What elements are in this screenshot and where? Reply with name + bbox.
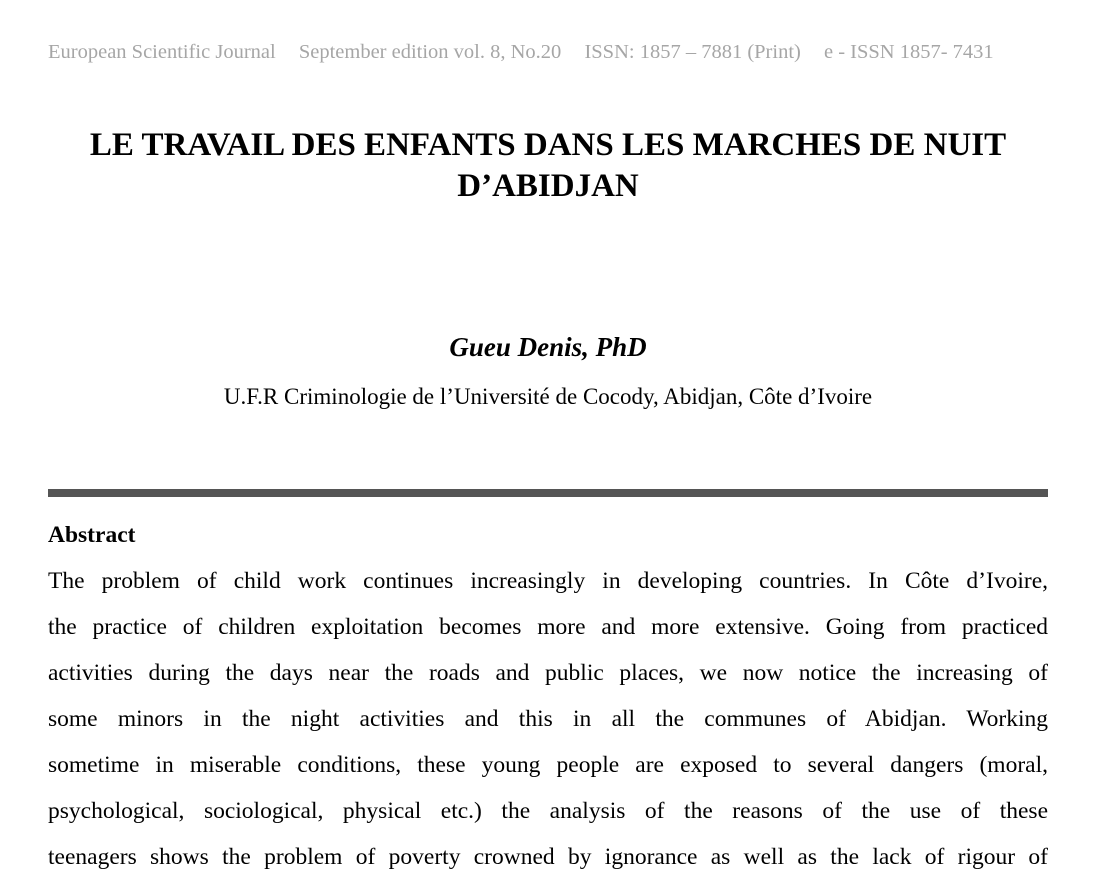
- abstract-line: psychological, sociological, physical etc.) the analysis of the reasons of the use of these: [48, 798, 1048, 824]
- edition-info: September edition vol. 8, No.20: [298, 41, 562, 63]
- journal-name: European Scientific Journal: [48, 41, 276, 63]
- abstract-line: The problem of child work continues increasingly in developing countries. In Côte d’Ivoire,: [48, 568, 1048, 594]
- running-header: [48, 38, 1058, 66]
- abstract-line: some minors in the night activities and this in all the communes of Abidjan. Working: [48, 706, 1048, 732]
- section-divider: [48, 489, 1048, 497]
- abstract-line: activities during the days near the roads and public places, we now notice the increasing of: [48, 660, 1048, 686]
- paper-title: [40, 125, 1056, 207]
- paper-title-line-2: D’ABIDJAN: [457, 168, 639, 204]
- paper-title-line-1: LE TRAVAIL DES ENFANTS DANS LES MARCHES DE NUIT: [89, 127, 1007, 163]
- abstract-heading: Abstract: [48, 522, 136, 548]
- abstract-line: sometime in miserable conditions, these young people are exposed to several dangers (moral,: [48, 752, 1048, 778]
- author-name: Gueu Denis, PhD: [449, 332, 647, 362]
- author-affiliation: U.F.R Criminologie de l’Université de Cocody, Abidjan, Côte d’Ivoire: [223, 384, 873, 409]
- abstract-line: teenagers shows the problem of poverty crowned by ignorance as well as the lack of rigour of: [48, 844, 1048, 870]
- issn-online: e - ISSN 1857- 7431: [823, 41, 994, 63]
- abstract-line: the practice of children exploitation becomes more and more extensive. Going from practiced: [48, 614, 1048, 640]
- issn-print: ISSN: 1857 – 7881 (Print): [584, 41, 801, 63]
- abstract-body: [48, 563, 1048, 885]
